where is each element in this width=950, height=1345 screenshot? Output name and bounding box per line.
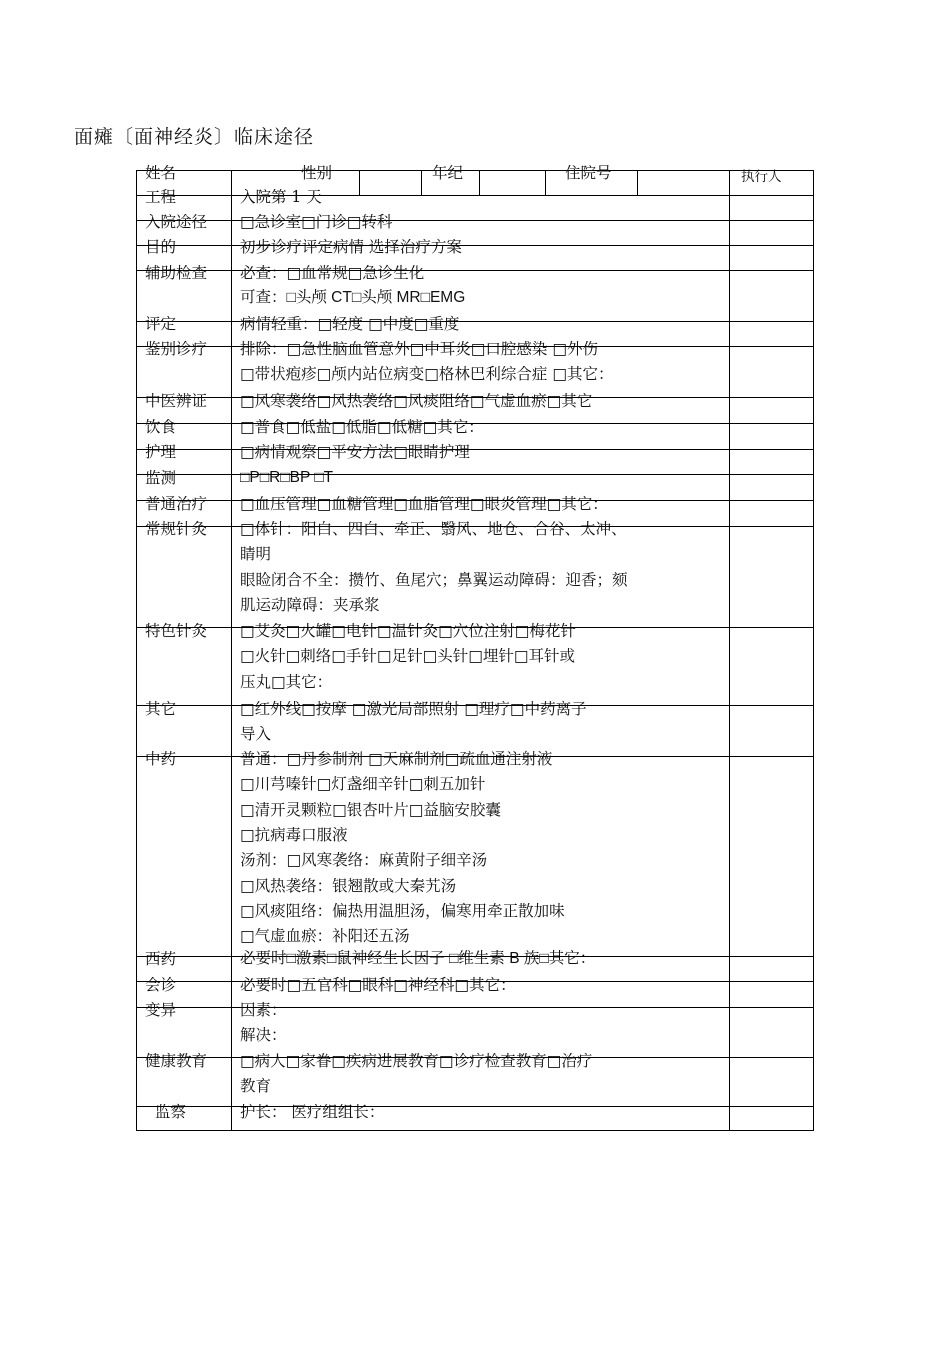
row-label: 辅助检查 xyxy=(145,264,208,282)
row-content-line: □艾灸□火罐□电针□温针灸□穴位注射□梅花针 xyxy=(240,622,576,640)
row-content-line: 必要时□激素□鼠神经生长因子 □维生素 B 族□其它： xyxy=(240,950,596,967)
row-divider xyxy=(137,346,813,347)
row-label: 鉴别诊疗 xyxy=(145,340,208,358)
header-executor-label: 执行人 xyxy=(741,169,782,185)
row-divider xyxy=(137,705,813,706)
row-content-line: □P□R□BP □T xyxy=(240,469,334,486)
column-divider xyxy=(729,171,730,1130)
row-content-line: 汤剂：□风寒袭络：麻黄附子细辛汤 xyxy=(240,851,488,870)
row-divider xyxy=(137,321,813,322)
row-content-line: □川芎嗪针□灯盏细辛针□刺五加针 xyxy=(240,775,486,794)
row-content-line: 肌运动障碍：夹承浆 xyxy=(240,595,380,614)
row-content-line: □体针：阳白、四白、牵正、翳风、地仓、合谷、太冲、 xyxy=(240,520,627,538)
row-divider xyxy=(137,1007,813,1008)
row-content-line: 普通：□丹参制剂 □天麻制剂□疏血通注射液 xyxy=(240,750,553,768)
row-divider xyxy=(137,474,813,475)
row-content-line: 眼睑闭合不全：攒竹、鱼尾穴；鼻翼运动障碍：迎香；颏 xyxy=(240,570,628,589)
header-name-label: 姓名 xyxy=(145,164,177,182)
row-label: 评定 xyxy=(145,315,177,333)
row-content-line: 导入 xyxy=(240,725,272,744)
row-label: 常规针灸 xyxy=(145,520,208,538)
row-label: 监测 xyxy=(145,469,177,487)
row-divider xyxy=(137,220,813,221)
row-label: 中药 xyxy=(145,750,177,768)
row-label: 会诊 xyxy=(145,976,177,994)
row-label: 普通治疗 xyxy=(145,495,208,513)
row-content-line: □病人□家眷□疾病进展教育□诊疗检查教育□治疗 xyxy=(240,1052,593,1070)
row-content-line: 护长： 医疗组组长： xyxy=(240,1103,385,1121)
row-label: 入院途径 xyxy=(145,213,208,231)
row-divider xyxy=(137,500,813,501)
row-content-line: 解决： xyxy=(240,1026,287,1045)
header-age-label: 年纪 xyxy=(432,164,464,182)
row-content-line: □风寒袭络□风热袭络□风痰阻络□气虚血瘀□其它 xyxy=(240,392,593,410)
row-content-line: □病情观察□平安方法□眼睛护理 xyxy=(240,443,470,461)
row-content-line: □普食□低盐□低脂□低糖□其它： xyxy=(240,418,484,436)
header-sex-label: 性别 xyxy=(301,164,333,182)
row-content-line: 病情轻重：□轻度 □中度□重度 xyxy=(240,315,460,333)
row-label: 工程 xyxy=(145,188,177,206)
row-divider xyxy=(137,526,813,527)
row-divider xyxy=(137,1106,813,1107)
column-divider xyxy=(231,171,232,1130)
row-content-line: □风痰阻络：偏热用温胆汤，偏寒用牵正散加味 xyxy=(240,901,565,920)
row-label: 目的 xyxy=(145,238,177,256)
row-divider xyxy=(137,449,813,450)
row-content-line: 可查：□头颅 CT□头颅 MR□EMG xyxy=(240,289,466,307)
page-title: 面瘫〔面神经炎〕临床途径 xyxy=(74,126,315,148)
row-divider xyxy=(137,756,813,757)
row-divider xyxy=(137,195,813,196)
row-content-line: 入院第 1 天 xyxy=(240,188,322,206)
row-divider xyxy=(137,423,813,424)
row-content-line: 因素： xyxy=(240,1001,287,1019)
row-content-line: □风热袭络：银翘散或大秦艽汤 xyxy=(240,876,457,895)
row-label: 其它 xyxy=(145,700,177,718)
row-divider xyxy=(137,981,813,982)
clinical-pathway-table xyxy=(136,164,814,1131)
row-label: 变异 xyxy=(145,1001,177,1019)
row-content-line: □急诊室□门诊□转科 xyxy=(240,213,393,231)
row-label: 中医辨证 xyxy=(145,392,208,410)
row-label: 健康教育 xyxy=(145,1052,208,1070)
row-content-line: □清开灵颗粒□银杏叶片□益脑安胶囊 xyxy=(240,800,501,819)
row-divider xyxy=(137,627,813,628)
row-content-line: 必查：□血常规□急诊生化 xyxy=(240,264,425,282)
row-content-line: □抗病毒口服液 xyxy=(240,825,348,844)
row-content-line: 排除：□急性脑血管意外□中耳炎□口腔感染 □外伤 xyxy=(240,340,599,358)
row-content-line: □红外线□按摩 □激光局部照射 □理疗□中药离子 xyxy=(240,700,587,718)
row-divider xyxy=(137,270,813,271)
row-content-line: 教育 xyxy=(240,1077,272,1096)
row-divider xyxy=(137,956,813,957)
row-divider xyxy=(137,1057,813,1058)
header-admission-label: 住院号 xyxy=(565,164,612,182)
row-content-line: □带状疱疹□颅内站位病变□格林巴利综合症 □其它： xyxy=(240,365,614,384)
row-content-line: 初步诊疗评定病情 选择治疗方案 xyxy=(240,238,462,256)
row-content-line: □血压管理□血糖管理□血脂管理□眼炎管理□其它： xyxy=(240,495,608,513)
row-label: 饮食 xyxy=(145,418,177,436)
row-content-line: 压丸□其它： xyxy=(240,672,333,691)
row-divider xyxy=(137,245,813,246)
row-content-line: □气虚血瘀：补阳还五汤 xyxy=(240,927,410,946)
row-label: 特色针灸 xyxy=(145,622,208,640)
row-label: 护理 xyxy=(145,443,177,461)
row-content-line: 必要时□五官科□眼科□神经科□其它： xyxy=(240,976,516,994)
row-label: 监察 xyxy=(155,1103,187,1121)
row-divider xyxy=(137,397,813,398)
row-label: 西药 xyxy=(145,950,177,968)
row-content-line: 睛明 xyxy=(240,545,272,564)
row-content-line: □火针□刺络□手针□足针□头针□埋针□耳针或 xyxy=(240,647,576,666)
